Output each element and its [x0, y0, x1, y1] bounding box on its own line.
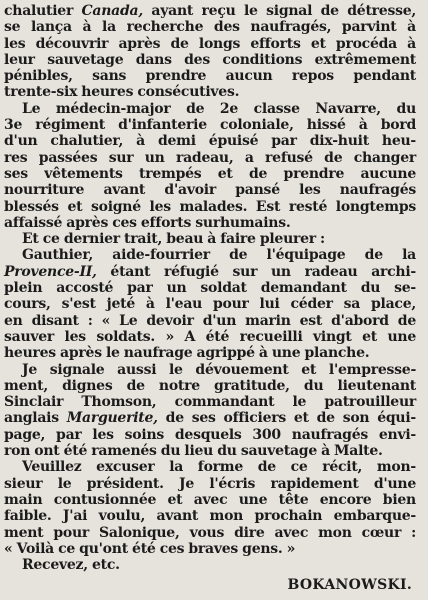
article-line [4, 394, 416, 410]
text-segment: « Voilà ce qu'ont été ces braves gens. » [4, 540, 296, 557]
article-line [4, 84, 416, 100]
text-segment: trente-six heures consécutives. [4, 84, 240, 101]
signature [4, 577, 416, 593]
article-line [4, 427, 416, 443]
text-segment: page, par les soins desquels 300 naufragés envi- [4, 426, 416, 443]
article-line [4, 215, 416, 231]
article-line [4, 199, 416, 215]
text-segment: ses vêtements trempés et de prendre aucune [4, 165, 416, 182]
text-segment: étant réfugié sur un radeau archi- [96, 263, 416, 280]
text-segment: ment pour Salonique, vous dire avec mon cœur : [4, 524, 416, 541]
article-line [4, 19, 416, 35]
text-segment: faible. J'ai voulu, avant mon prochain embarque- [4, 508, 416, 525]
text-segment: Recevez, etc. [22, 557, 120, 574]
text-segment: d'un chalutier, à demi épuisé par dix-huit heu- [4, 133, 416, 150]
text-segment: plein accosté par un soldat demandant du se- [4, 280, 416, 297]
text-segment: blessés et soigné les malades. Est resté longtemps [4, 198, 416, 215]
text-segment: cours, s'est jeté à l'eau pour lui céder sa place, [4, 296, 416, 313]
text-segment: Veuillez excuser la forme de ce récit, mon- [22, 459, 416, 476]
text-segment: ron ont été ramenés du lieu du sauvetage à Malte. [4, 443, 383, 460]
article-line [4, 150, 416, 166]
text-segment: anglais [4, 410, 67, 427]
text-segment: en disant : « Le devoir d'un marin est d'abord de [4, 312, 416, 329]
article-line [4, 362, 416, 378]
article-line [4, 264, 416, 280]
text-segment: Je signale aussi le dévouement et l'empresse- [22, 361, 416, 378]
article-line [4, 247, 416, 263]
text-segment: nourriture avant d'avoir pansé les naufragés [4, 182, 416, 199]
article-line [4, 492, 416, 508]
ship-name: Provence-II, [4, 263, 97, 280]
article-line [4, 3, 416, 19]
article-line [4, 36, 416, 52]
text-segment: Le médecin-major de 2e classe Navarre, du [22, 100, 416, 117]
article-line [4, 557, 416, 573]
text-segment: se lança à la recherche des naufragés, parvint à [4, 19, 416, 36]
text-segment: 3e régiment d'infanterie coloniale, hissé à bord [4, 117, 416, 134]
article-line [4, 443, 416, 459]
article-line [4, 117, 416, 133]
article-line [4, 476, 416, 492]
text-segment: main contusionnée et avec une tête encore bien [4, 491, 416, 508]
signature-text: BOKANOWSKI. [287, 577, 412, 594]
text-segment: Gauthier, aide-fourrier de l'équipage de la [22, 247, 416, 264]
text-segment: Et ce dernier trait, beau à faire pleurer : [22, 231, 325, 248]
text-segment: Sinclair Thomson, commandant le patrouilleur [4, 394, 416, 411]
article-line [4, 508, 416, 524]
text-segment: ment, dignes de notre gratitude, du lieutenant [4, 377, 416, 394]
article-line [4, 296, 416, 312]
article-line [4, 52, 416, 68]
article-line [4, 101, 416, 117]
text-segment: affaissé après ces efforts surhumains. [4, 214, 291, 231]
article-line [4, 313, 416, 329]
article-line [4, 459, 416, 475]
text-segment: leur sauvetage dans des conditions extrêmement [4, 51, 416, 68]
article-line [4, 182, 416, 198]
article-line [4, 280, 416, 296]
article-line [4, 345, 416, 361]
article-line [4, 541, 416, 557]
text-segment: ayant reçu le signal de détresse, [142, 3, 416, 19]
text-segment: de ses officiers et de son équi- [157, 410, 416, 427]
text-segment: sieur le président. Je l'écris rapidement d'une [4, 475, 416, 492]
text-segment: heures après le naufrage agrippé à une planche. [4, 345, 370, 362]
article-line [4, 329, 416, 345]
text-segment: sauver les soldats. » A été recueilli vingt et une [4, 328, 416, 345]
article-line [4, 231, 416, 247]
article-line [4, 68, 416, 84]
article-line [4, 166, 416, 182]
article-line [4, 133, 416, 149]
article-line [4, 410, 416, 426]
text-segment: res passées sur un radeau, a refusé de changer [4, 149, 416, 166]
text-segment: les découvrir après de longs efforts et procéda à [4, 35, 416, 52]
text-segment: pénibles, sans prendre aucun repos pendant [4, 68, 416, 85]
ship-name: Canada, [81, 3, 143, 19]
article-line [4, 525, 416, 541]
ship-name: Marguerite, [66, 410, 158, 427]
text-segment: chalutier [4, 3, 82, 19]
article-line [4, 378, 416, 394]
